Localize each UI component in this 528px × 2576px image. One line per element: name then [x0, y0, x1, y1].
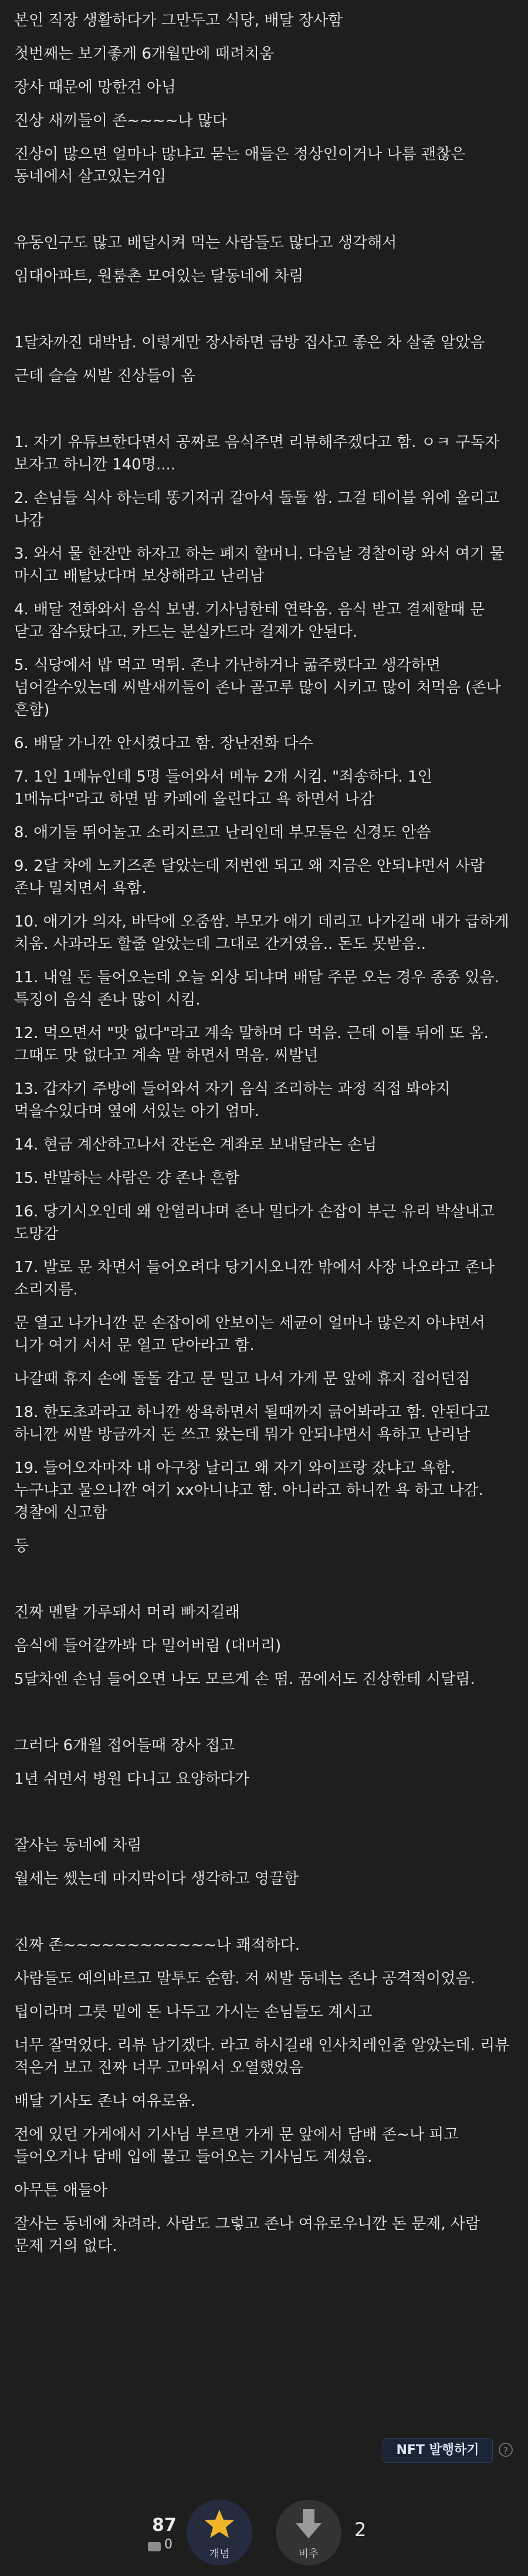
- post-line: 본인 직장 생활하다가 그만두고 식당, 배달 장사함: [14, 12, 343, 29]
- post-line: 월세는 쎘는데 마지막이다 생각하고 영끌함: [14, 1870, 299, 1888]
- upvote-count: 87: [152, 2515, 177, 2536]
- list-item: 13. 갑자기 주방에 들어와서 자기 음식 조리하는 과정 직접 봐야지 먹을수있다며 옆에 서있는 아기 엄마.: [14, 1080, 451, 1120]
- star-icon: [203, 2508, 236, 2541]
- list-item: 15. 반말하는 사람은 걍 존나 흔함: [14, 1169, 240, 1187]
- list-item: 6. 배달 가니깐 안시켰다고 함. 장난전화 다수: [14, 735, 313, 752]
- list-item: 19. 들어오자마자 내 아구창 날리고 왜 자기 와이프랑 잤냐고 욕함. 누구냐고 물으니깐 여기 xx아니냐고 함. 아니라고 하니깐 욕 하고 나감. 경찰에 신고함: [14, 1459, 483, 1522]
- list-item: 16. 당기시오인데 왜 안열리냐며 존나 밀다가 손잡이 부근 유리 박살내고 도망감: [14, 1203, 495, 1243]
- downvote-button[interactable]: [276, 2500, 341, 2565]
- post-line: 음식에 들어갈까봐 다 밀어버림 (대머리): [14, 1637, 282, 1655]
- list-item: 11. 내일 돈 들어오는데 오늘 외상 되냐며 배달 주문 오는 경우 종종 있음. 특징이 음식 존나 많이 시킴.: [14, 969, 499, 1009]
- list-item: 7. 1인 1메뉴인데 5명 들어와서 메뉴 2개 시킴. "죄송하다. 1인 1메뉴다"라고 하면 맘 카페에 올린다고 욕 하면서 나감: [14, 768, 432, 808]
- list-item: 12. 먹으면서 "맛 없다"라고 계속 말하며 다 먹음. 근데 이틀 뒤에 또 옴. 그때도 맛 없다고 계속 말 하면서 먹음. 씨발년: [14, 1025, 489, 1064]
- list-item: 나갈때 휴지 손에 돌돌 감고 문 밀고 나서 가게 문 앞에 휴지 집어던짐: [14, 1370, 471, 1388]
- downvote-label: 비추: [298, 2548, 319, 2560]
- post-line: 아무튼 애들아: [14, 2182, 107, 2199]
- list-item: 4. 배달 전화와서 음식 보냄. 기사님한테 연락옴. 음식 받고 결제할때 문 닫고 잠수탔다고. 카드는 분실카드라 결제가 안된다.: [14, 601, 485, 641]
- list-item: 18. 한도초과라고 하니깐 쌍욕하면서 될때까지 긁어봐라고 함. 안된다고 하니깐 씨발 방금까지 돈 쓰고 왔는데 뭐가 안되냐면서 욕하고 난리남: [14, 1404, 490, 1443]
- list-item: 5. 식당에서 밥 먹고 먹튀. 존나 가난하거나 굶주렸다고 생각하면 넘어갈수있는데 씨발새끼들이 존나 골고루 많이 시키고 많이 처먹음 (존나 흔함): [14, 657, 501, 719]
- post-line: 진상이 많으면 얼마나 많냐고 묻는 애들은 정상인이거나 나름 괜찮은 동네에서 살고있는거임: [14, 146, 466, 185]
- post-line: 잘사는 동네에 차려라. 사람도 그렇고 존나 여유로우니깐 돈 문제, 사람 문제 거의 없다.: [14, 2215, 480, 2255]
- post-line: 첫번째는 보기좋게 6개월만에 때려치움: [14, 45, 275, 63]
- post-line: 전에 있던 가게에서 기사님 부르면 가게 문 앞에서 담배 존~나 피고 들어오거나 담배 입에 물고 들어오는 기사님도 계셨음.: [14, 2126, 459, 2166]
- list-item: 9. 2달 차에 노키즈존 달았는데 저번엔 되고 왜 지금은 안되냐면서 사람 존나 밀치면서 욕함.: [14, 857, 485, 897]
- post-line: 1년 쉬면서 병원 다니고 요양하다가: [14, 1770, 250, 1788]
- help-icon[interactable]: ?: [499, 2443, 513, 2457]
- list-item: 14. 현금 계산하고나서 잔돈은 계좌로 보내달라는 손님: [14, 1136, 377, 1154]
- vote-area: [0, 2500, 528, 2576]
- arrow-down-icon: [295, 2508, 323, 2541]
- post-line: 배달 기사도 존나 여유로움.: [14, 2092, 196, 2110]
- post-line: 사람들도 예의바르고 말투도 순함. 저 씨발 동네는 존나 공격적이었음.: [14, 1970, 475, 1987]
- list-item: 문 열고 나가니깐 문 손잡이에 안보이는 세균이 얼마나 많은지 아냐면서 니가 여기 서서 문 열고 닫아라고 함.: [14, 1314, 485, 1354]
- comment-count: 0: [164, 2537, 172, 2552]
- post-line: 장사 때문에 망한건 아님: [14, 79, 176, 96]
- comment-icon: [148, 2542, 161, 2551]
- upvote-button[interactable]: [187, 2500, 252, 2565]
- post-line: 5달차엔 손님 들어오면 나도 모르게 손 떰. 꿈에서도 진상한테 시달림.: [14, 1671, 475, 1688]
- downvote-count: 2: [354, 2518, 367, 2541]
- post-line: 너무 잘먹었다. 리뷰 남기겠다. 라고 하시길래 인사치레인줄 알았는데. 리뷰 적은거 보고 진짜 너무 고마워서 오열했었음: [14, 2037, 510, 2077]
- post-line: 팁이라며 그릇 밑에 돈 나두고 가시는 손님들도 계시고: [14, 2003, 373, 2021]
- post-line: 진짜 존~~~~~~~~~~~~나 쾌적하다.: [14, 1936, 300, 1954]
- post-footer-toolbar: [0, 2432, 528, 2467]
- post-line: 근데 슬슬 씨발 진상들이 옴: [14, 367, 196, 385]
- list-item: 2. 손님들 식사 하는데 똥기저귀 갈아서 돌돌 쌈. 그걸 테이블 위에 올리고 나감: [14, 489, 500, 529]
- post-line: 진짜 멘탈 가루돼서 머리 빠지길래: [14, 1604, 240, 1621]
- list-item: 1. 자기 유튜브한다면서 공짜로 음식주면 리뷰해주겠다고 함. ㅇㅋ 구독자 보자고 하니깐 140명....: [14, 434, 500, 474]
- list-item: 10. 애기가 의자, 바닥에 오줌쌈. 부모가 애기 데리고 나가길래 내가 급하게 치움. 사과라도 할줄 알았는데 그대로 간거였음.. 돈도 못받음..: [14, 913, 509, 953]
- upvote-label: 개념: [209, 2548, 230, 2560]
- nft-mint-button[interactable]: NFT 발행하기: [383, 2438, 493, 2463]
- list-item: 17. 발로 문 차면서 들어오려다 당기시오니깐 밖에서 사장 나오라고 존나 소리지름.: [14, 1259, 495, 1299]
- post-line: 진상 새끼들이 존~~~~나 많다: [14, 112, 228, 130]
- post-line: 1달차까진 대박남. 이렇게만 장사하면 금방 집사고 좋은 차 살줄 알았음: [14, 334, 485, 351]
- post-line: 그러다 6개월 접어들때 장사 접고: [14, 1737, 235, 1754]
- post-line: 유동인구도 많고 배달시켜 먹는 사람들도 많다고 생각해서: [14, 234, 397, 252]
- list-item: 3. 와서 물 한잔만 하자고 하는 폐지 할머니. 다음날 경찰이랑 와서 여기 물 마시고 배탈났다며 보상해라고 난리남: [14, 545, 505, 585]
- post-line: 잘사는 동네에 차림: [14, 1837, 142, 1854]
- post-body: [14, 9, 514, 2269]
- post-line: 임대아파트, 원룸촌 모여있는 달동네에 차림: [14, 268, 304, 285]
- list-item: 8. 애기들 뛰어놀고 소리지르고 난리인데 부모들은 신경도 안씀: [14, 824, 431, 841]
- post-line: 등: [14, 1537, 29, 1555]
